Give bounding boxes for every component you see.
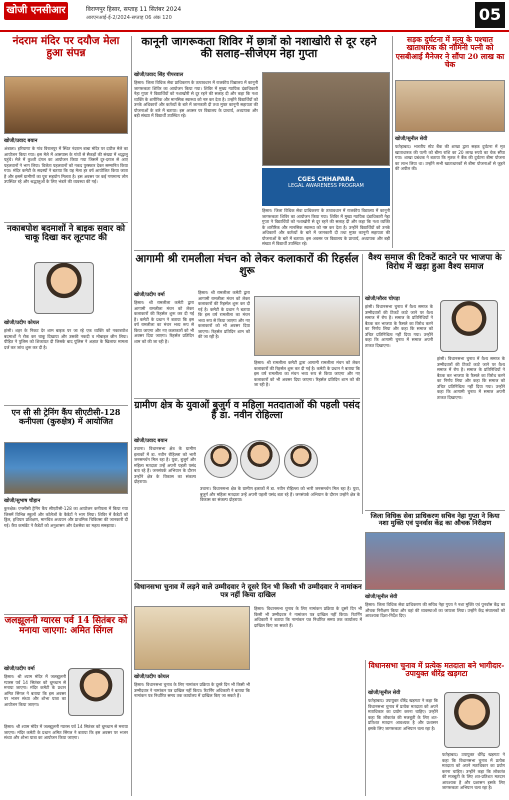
article-body-continued: हिसार। श्री रामलीला कमेटी द्वारा आगामी रामलीला मंचन को लेकर कलाकारों की रिहर्सल शुरू कर दी गई है। कमेटी के प्रधान ने बताया कि इस वर्ष रामलीला का मंचन भव्य रूप से किया जाएगा और नए कलाकारों को भी अवसर दिया जाएगा। रिहर्सल प्रतिदिन शाम को की जा रही है। — [198, 290, 250, 339]
article-body: हिसार। जिला विधिक सेवा प्राधिकरण की सचिव नेहा गुप्ता ने नशा मुक्ति एवं पुनर्वास केंद्र का औचक निरीक्षण किया और वहां की व्यवस्थाओं का जायजा लिया। उन्होंने केंद्र संचालकों को आवश्यक दिशा-निर्देश दिए। — [365, 602, 505, 618]
candidate-photo-2 — [240, 440, 280, 480]
nomination-office-photo — [134, 606, 250, 670]
headline: जिला विधिक सेवा प्राधिकरण सचिव नेहा गुप्ता ने किया नशा मुक्ति एवं पुनर्वास केंद्र का औचक निरीक्षण — [370, 512, 500, 528]
article-body: हिसार। श्री रामलीला कमेटी द्वारा आगामी रामलीला मंचन को लेकर कलाकारों की रिहर्सल शुरू कर दी गई है। कमेटी के प्रधान ने बताया कि इस वर्ष रामलीला का मंचन भव्य रूप से किया जाएगा और नए कलाकारों को भी अवसर दिया जाएगा। रिहर्सल प्रतिदिन शाम को की जा रही है। — [134, 300, 194, 344]
headline: वैश्य समाज की टिकटें काटने पर भाजपा के विरोध में खड़ा हुआ वैश्य समाज — [368, 253, 502, 273]
byline: खोजी/सौरव चोपड़ा — [365, 296, 400, 302]
legal-camp-photo — [262, 72, 390, 166]
byline: खोजी/प्रवाद बयान — [4, 138, 38, 144]
byline: खोजी/सुनील सेवी — [395, 136, 428, 142]
article-body-continued: हिसार। जिला विधिक सेवा प्राधिकरण के तत्वावधान में राजकीय विद्यालय में कानूनी जागरूकता शिविर का आयोजन किया गया। शिविर में मुख्य न्यायिक दंडाधिकारी नेहा गुप्ता ने विद्यार्थियों को नशाखोरी से दूर रहने की सलाह दी और कहा कि नशा व्यक्ति के शारीरिक और मानसिक स्वास्थ्य को नष्ट कर देता है। उन्होंने विद्यार्थियों को उनके अधिकारों और कर्तव्यों के बारे में जानकारी दी तथा मुफ्त कानूनी सहायता की योजनाओं के बारे में बताया। इस अवसर पर विद्यालय के प्राचार्य, अध्यापक और बड़ी संख्या में विद्यार्थी उपस्थित रहे। — [262, 208, 390, 246]
article-body-continued: हिसार। श्री श्याम मंदिर में जलझूलनी ग्यारस पर्व 14 सितंबर को धूमधाम से मनाया जाएगा। मंदिर कमेटी के प्रधान अमित सिंगल ने बताया कि इस अवसर पर भजन संध्या और शोभा यात्रा का आयोजन किया जाएगा। — [4, 724, 128, 740]
article-body-continued: उचाना। विधानसभा क्षेत्र के ग्रामीण इलाकों में डा. नवीन रोहिल्ला को भारी जनसमर्थन मिल रहा है। युवा, बुजुर्ग और महिला मतदाता उन्हें अपनी पहली पसंद बता रहे हैं। जनसंपर्क अभियान के दौरान उन्होंने क्षेत्र के विकास का संकल्प दोहराया। — [200, 486, 360, 502]
article-body: हांसी। विधानसभा चुनाव में वैश्य समाज के उम्मीदवारों की टिकटें काटे जाने पर वैश्य समाज में रोष है। समाज के प्रतिनिधियों ने बैठक कर भाजपा के फैसले का विरोध करने का निर्णय लिया और कहा कि समाज को उचित प्रतिनिधित्व नहीं दिया गया। उन्होंने कहा कि आगामी चुनाव में समाज अपनी ताकत दिखाएगा। — [365, 304, 433, 348]
byline: खोजी/प्रदीप वर्मा — [134, 292, 165, 298]
byline: खोजी/प्रवाद बयान — [134, 438, 168, 444]
headline: एन सी सी ट्रेनिंग कैंप सीएटीसी-128 कनीपला (कुरुक्षेत्र) में आयोजित — [11, 407, 121, 426]
article-body: हिसार। जिला विधिक सेवा प्राधिकरण के तत्वावधान में राजकीय विद्यालय में कानूनी जागरूकता शिविर का आयोजन किया गया। शिविर में मुख्य न्यायिक दंडाधिकारी नेहा गुप्ता ने विद्यार्थियों को नशाखोरी से दूर रहने की सलाह दी और कहा कि नशा व्यक्ति के शारीरिक और मानसिक स्वास्थ्य को नष्ट कर देता है। उन्होंने विद्यार्थियों को उनके अधिकारों और कर्तव्यों के बारे में जानकारी दी तथा मुफ्त कानूनी सहायता की योजनाओं के बारे में बताया। इस अवसर पर विद्यालय के प्राचार्य, अध्यापक और बड़ी संख्या में विद्यार्थी उपस्थित रहे। — [134, 80, 258, 118]
date-line: विराणपुर हिसार, सप्ताह 11 सितंबर 2024 — [86, 6, 182, 13]
cheque-handover-photo — [395, 80, 505, 132]
story-ncc — [4, 408, 128, 426]
headline: विधानसभा चुनाव में प्रत्येक मतदाता बने भागीदार- उपायुक्त धीरेंद्र खड़गटा — [368, 661, 505, 679]
article-body: फतेहाबाद। उपायुक्त धीरेंद्र खड़गटा ने कहा कि विधानसभा चुनाव में प्रत्येक मतदाता को अपने मताधिकार का प्रयोग करना चाहिए। उन्होंने कहा कि लोकतंत्र की मजबूती के लिए शत-प्रतिशत मतदान आवश्यक है और प्रशासन इसके लिए जागरूकता अभियान चला रहा है। — [368, 698, 438, 731]
byline: खोजी/प्रवाद सिंह पीपरवाल — [134, 72, 184, 78]
story-accident — [395, 36, 505, 69]
story-inspection — [365, 513, 505, 527]
temple-fair-photo — [4, 76, 128, 134]
inspection-photo — [365, 532, 505, 590]
article-body: कुरुक्षेत्र। एनसीसी ट्रेनिंग कैंप सीएटीसी-128 का आयोजन कनीपला में किया गया जिसमें विभिन्न स्कूलों और कॉलेजों के कैडेटों ने भाग लिया। शिविर में कैडेटों को ड्रिल, हथियार प्रशिक्षण, मानचित्र अध्ययन और प्राथमिक चिकित्सा की जानकारी दी गई। कैंप कमांडेंट ने कैडेटों को अनुशासन और देशसेवा का महत्व समझाया। — [4, 506, 128, 528]
byline: खोजी/प्रदीप कोयल — [134, 674, 170, 680]
article-body: अंबाला। हरियाणा के गांव विरालपुर में स्थित नंदराम बाबा मंदिर पर दयौज मेले का आयोजन किया गया। इस मेले में आसपास के गांवों से सैकड़ों की संख्या में श्रद्धालु पहुंचे। मेले में कुश्ती दंगल का आयोजन किया गया जिसमें दूर-दराज से आए पहलवानों ने भाग लिया। विजेता पहलवानों को नकद पुरस्कार देकर सम्मानित किया गया। मंदिर कमेटी के सदस्यों ने बताया कि यह मेला हर वर्ष आयोजित किया जाता है और इसमें ग्रामीणों का पूरा सहयोग मिलता है। इस अवसर पर कई गणमान्य लोग उपस्थित रहे और श्रद्धालुओं के लिए भंडारे की व्यवस्था की गई। — [4, 146, 128, 184]
page-number: 05 — [475, 2, 505, 28]
byline: खोजी/सुनील सेवी — [368, 690, 401, 696]
registration-line: आरएनआई-ई-2/2024-सप्ताह 06 अंक 120 — [86, 15, 172, 21]
article-body: हिसार। विधानसभा चुनाव के लिए नामांकन प्रक्रिया के दूसरे दिन भी किसी भी उम्मीदवार ने नामांकन पत्र दाखिल नहीं किया। रिटर्निंग अधिकारी ने बताया कि नामांकन पत्र निर्धारित समय तक कार्यालय में दाखिल किए जा सकते हैं। — [134, 682, 250, 698]
vaishya-leader-photo — [440, 300, 498, 352]
story-legal-camp — [134, 36, 384, 60]
ncc-camp-photo — [4, 442, 128, 494]
newspaper-logo: खोजी एनसीआर — [4, 2, 68, 20]
article-body-continued: हिसार। विधानसभा चुनाव के लिए नामांकन प्रक्रिया के दूसरे दिन भी किसी भी उम्मीदवार ने नामांकन पत्र दाखिल नहीं किया। रिटर्निंग अधिकारी ने बताया कि नामांकन पत्र निर्धारित समय तक कार्यालय में दाखिल किए जा सकते हैं। — [254, 606, 362, 628]
victim-photo — [34, 262, 94, 314]
story-dhirender — [368, 662, 505, 679]
story-temple — [4, 36, 128, 59]
headline: आगामी श्री रामलीला मंचन को लेकर कलाकारों की रिहर्सल शुरू — [135, 253, 359, 277]
article-body-continued: हिसार। श्री रामलीला कमेटी द्वारा आगामी रामलीला मंचन को लेकर कलाकारों की रिहर्सल शुरू कर दी गई है। कमेटी के प्रधान ने बताया कि इस वर्ष रामलीला का मंचन भव्य रूप से किया जाएगा और नए कलाकारों को भी अवसर दिया जाएगा। रिहर्सल प्रतिदिन शाम को की जा रही है। — [254, 360, 360, 387]
amit-singal-photo — [68, 668, 124, 716]
headline: जलझूलनी ग्यारस पर्व 14 सितंबर को मनाया जाएगा: अमित सिंगल — [4, 616, 128, 636]
candidate-photo-3 — [284, 444, 318, 478]
article-body: उचाना। विधानसभा क्षेत्र के ग्रामीण इलाकों में डा. नवीन रोहिल्ला को भारी जनसमर्थन मिल रहा है। युवा, बुजुर्ग और महिला मतदाता उन्हें अपनी पहली पसंद बता रहे हैं। जनसंपर्क अभियान के दौरान उन्होंने क्षेत्र के विकास का संकल्प दोहराया। — [134, 446, 196, 484]
story-rohilla — [134, 401, 360, 422]
event-banner: CGES CHHAPARA LEGAL AWARENESS PROGRAM — [262, 168, 390, 206]
byline: खोजी/प्रदीप कोयल — [4, 320, 40, 326]
article-body: हिसार। श्री श्याम मंदिर में जलझूलनी ग्यारस पर्व 14 सितंबर को धूमधाम से मनाया जाएगा। मंदिर कमेटी के प्रधान अमित सिंगल ने बताया कि इस अवसर पर भजन संध्या और शोभा यात्रा का आयोजन किया जाएगा। — [4, 674, 66, 707]
masthead — [0, 0, 509, 32]
dhirender-photo — [444, 692, 500, 748]
byline: खोजी/सुनील सेवी — [365, 594, 398, 600]
story-ramlila — [134, 254, 360, 277]
article-body: हांसी। शहर के निकट देर शाम बाइक पर जा रहे एक व्यक्ति को नकाबपोश बदमाशों ने रोक कर चाकू दिखाया और उसकी नकदी व मोबाइल छीन लिया। पीड़ित ने पुलिस को शिकायत दी जिसके बाद पुलिस ने अज्ञात के खिलाफ मामला दर्ज कर जांच शुरू कर दी है। — [4, 328, 128, 350]
article-body: फतेहाबाद। भारतीय स्टेट बैंक की शाखा द्वारा सड़क दुर्घटना में मृत खाताधारक की पत्नी को बीमा राशि का 20 लाख रुपये का चेक सौंपा गया। शाखा प्रबंधक ने बताया कि मृतक ने बैंक की दुर्घटना बीमा योजना का लाभ लिया था। उन्होंने सभी खाताधारकों से बीमा योजनाओं से जुड़ने की अपील की। — [395, 144, 505, 171]
article-body-continued: हांसी। विधानसभा चुनाव में वैश्य समाज के उम्मीदवारों की टिकटें काटे जाने पर वैश्य समाज में रोष है। समाज के प्रतिनिधियों ने बैठक कर भाजपा के फैसले का विरोध करने का निर्णय लिया और कहा कि समाज को उचित प्रतिनिधित्व नहीं दिया गया। उन्होंने कहा कि आगामी चुनाव में समाज अपनी ताकत दिखाएगा। — [437, 356, 505, 400]
headline: नकाबपोश बदमाशों ने बाइक सवार को चाकू दिखा कर लूटपाट की — [7, 224, 125, 244]
story-robbery — [4, 225, 128, 244]
article-body-continued: फतेहाबाद। उपायुक्त धीरेंद्र खड़गटा ने कहा कि विधानसभा चुनाव में प्रत्येक मतदाता को अपने मताधिकार का प्रयोग करना चाहिए। उन्होंने कहा कि लोकतंत्र की मजबूती के लिए शत-प्रतिशत मतदान आवश्यक है और प्रशासन इसके लिए जागरूकता अभियान चला रहा है। — [442, 752, 505, 790]
candidate-photo-1 — [204, 444, 238, 478]
story-nomination — [134, 583, 362, 598]
ramlila-rehearsal-photo — [254, 296, 360, 356]
story-jaljhulni — [4, 617, 128, 637]
byline: खोजी/प्रदीप वर्मा — [4, 666, 35, 672]
headline: ग्रामीण क्षेत्र के युवाओं बुजुर्ग व महिला मतदाताओं की पहली पसंद है डा. नवीन रोहिल्ला — [134, 400, 360, 422]
story-vaishya — [365, 254, 505, 273]
headline: सड़क दुर्घटना में मृत्यु के पश्चात खाताधारक की नॉमिनी पत्नी को एसबीआई मैनेजर ने सौंपा 20 लाख का चेक — [395, 35, 505, 69]
byline: खोजी/सुभाष चौहान — [4, 498, 41, 504]
headline: कानूनी जागरूकता शिविर में छात्रों को नशाखोरी से दूर रहने की सलाह–सीजेएम नेहा गुप्ता — [141, 35, 377, 61]
headline: नंदराम मंदिर पर दयौज मेला हुआ संपन्न — [12, 35, 120, 59]
headline: विधानसभा चुनाव में लड़ने वाले उम्मीदवार ने दूसरे दिन भी किसी भी उम्मीदवार ने नामांकन पत्र नहीं किया दाखिल — [134, 582, 362, 599]
